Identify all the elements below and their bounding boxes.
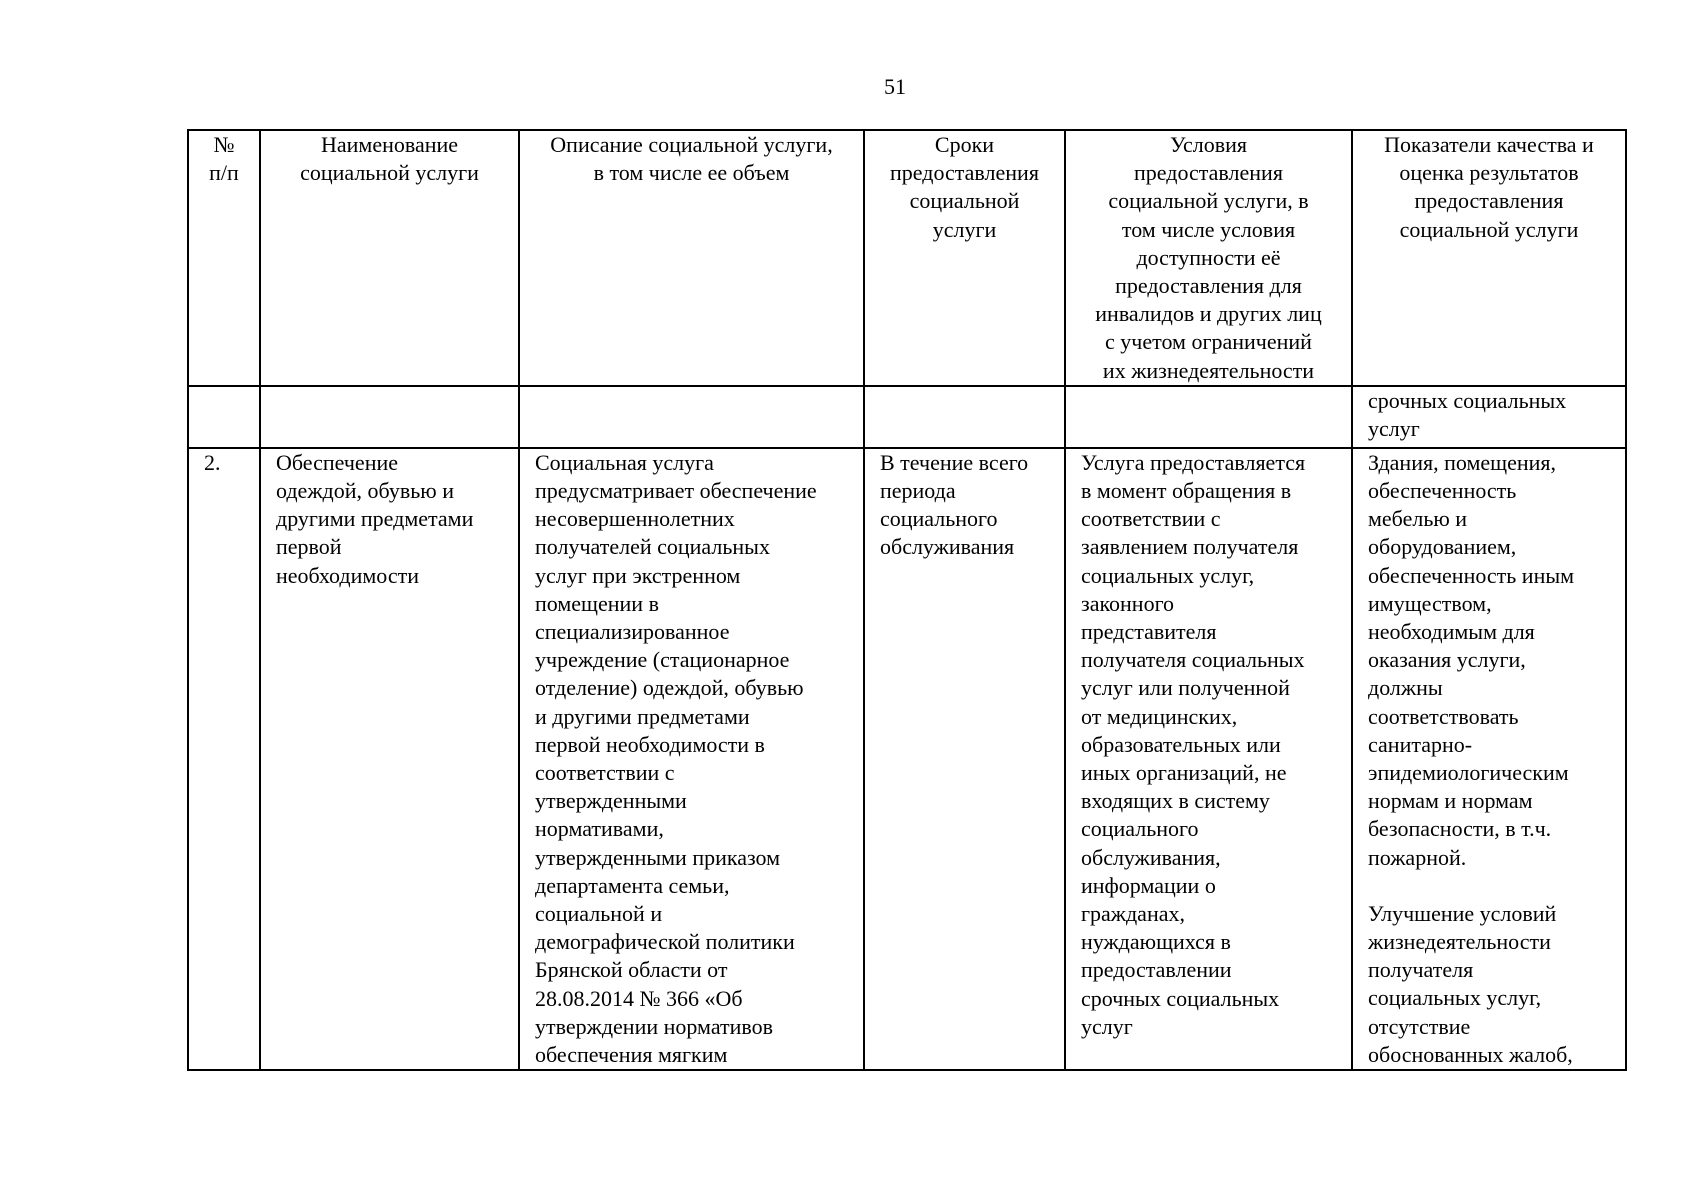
text-line: п/п [209,160,239,186]
text-line: санитарно- [1368,731,1473,757]
header-num [188,130,260,386]
text-line: первой [276,534,342,560]
text-line: и другими предметами [535,703,750,729]
text-line: доступности её [1136,244,1281,270]
text-line: предусматривает обеспечение [535,478,817,504]
text-line: с учетом ограничений [1105,329,1312,355]
text-line: соответствии с [1081,506,1221,532]
text-line: обслуживания [880,534,1015,560]
text-line: получателя [1368,957,1474,983]
text-line: срочных социальных [1368,387,1567,413]
text-line: услуг [1368,416,1420,442]
text-line: необходимым для [1368,619,1535,645]
text-line: отсутствие [1368,1013,1471,1039]
text-line: услуг при экстренном [535,562,741,588]
text-line: услуг [1081,1013,1133,1039]
text-line: Брянской области от [535,957,728,983]
text-line: несовершеннолетних [535,506,735,532]
text-line: периода [880,478,956,504]
text-line: от медицинских, [1081,703,1238,729]
row2-quality-part1 [1368,449,1613,872]
text-line: социальной услуги, в [1108,188,1309,214]
text-line: пожарной. [1368,844,1467,870]
cont-description-cell [519,386,864,448]
row2-num: 2. [204,449,221,475]
text-line: Услуга предоставляется [1081,449,1306,475]
paragraph-gap [1368,872,1613,900]
text-line: их жизнедеятельности [1102,357,1315,383]
text-line: предоставления для [1115,273,1302,299]
text-line: социальной и [535,901,663,927]
text-line: образовательных или [1081,731,1281,757]
text-line: информации о [1081,872,1216,898]
text-line: социальной услуги [300,160,479,186]
text-line: обеспеченность [1368,478,1517,504]
text-line: должны [1368,675,1443,701]
text-line: социальной услуги [1399,216,1579,242]
text-line: нормативами, [535,816,664,842]
text-line: услуг или полученной [1081,675,1290,701]
header-description [519,130,864,386]
text-line: предоставления [890,160,1039,186]
row2-quality-cell [1352,448,1626,1070]
text-line: другими предметами [276,506,474,532]
text-line: Описание социальной услуги, [550,132,833,157]
table-row-continuation [188,386,1626,448]
text-line: мебелью и [1368,506,1468,532]
text-line: департамента семьи, [535,872,730,898]
text-line: эпидемиологическим [1368,760,1569,786]
text-line: Здания, помещения, [1368,449,1557,475]
cont-quality-cell [1352,386,1626,448]
text-line: нормам и нормам [1368,788,1533,814]
header-conditions [1065,130,1352,386]
text-line: в момент обращения в [1081,478,1292,504]
text-line: законного [1081,590,1175,616]
text-line: первой необходимости в [535,731,765,757]
row2-conditions-cell [1065,448,1352,1070]
text-line: оказания услуги, [1368,647,1526,673]
text-line: демографической политики [535,929,795,955]
text-line: Социальная услуга [535,449,714,475]
text-line: представителя [1081,619,1217,645]
text-line: безопасности, в т.ч. [1368,816,1552,842]
text-line: нуждающихся в [1081,929,1231,955]
text-line: соответствии с [535,760,675,786]
text-line: получателей социальных [535,534,770,560]
row2-quality-part2 [1368,900,1613,1069]
text-line: 28.08.2014 № 366 «Об [535,985,743,1011]
page-number: 51 [884,74,906,99]
row2-name-cell [260,448,519,1070]
header-name [260,130,519,386]
text-line: Показатели качества и [1384,132,1594,157]
text-line: В течение всего [880,449,1029,475]
text-line: учреждение (стационарное [535,647,790,673]
text-line: обеспечения мягким [535,1042,728,1068]
text-line: заявлением получателя [1081,534,1299,560]
text-line: социальных услуг, [1368,985,1542,1011]
text-line: утвержденными [535,788,687,814]
cont-num-cell [188,386,260,448]
cont-name-cell [260,386,519,448]
text-line: гражданах, [1081,901,1185,927]
text-line: обслуживания, [1081,844,1221,870]
text-line: специализированное [535,619,730,645]
text-line: услуги [932,216,997,242]
text-line: том числе условия [1121,216,1296,242]
cont-terms-cell [864,386,1065,448]
text-line: № [213,132,235,157]
text-line: оборудованием, [1368,534,1517,560]
text-line: необходимости [276,562,420,588]
text-line: Улучшение условий [1368,900,1557,926]
text-line: Обеспечение [276,449,398,475]
text-line: Наименование [320,132,459,157]
text-line: имуществом, [1368,590,1492,616]
text-line: отделение) одеждой, обувью [535,675,804,701]
services-table [187,129,1627,1071]
text-line: в том числе ее объем [593,160,790,186]
text-line: социального [880,506,998,532]
text-line: обеспеченность иным [1368,562,1575,588]
text-line: оценка результатов [1399,160,1579,186]
text-line: инвалидов и других лиц [1095,301,1322,327]
table-header-row [188,130,1626,386]
row2-description-cell [519,448,864,1070]
text-line: входящих в систему [1081,788,1270,814]
text-line: жизнедеятельности [1368,929,1551,955]
text-line: социальной [909,188,1020,214]
table-row-2 [188,448,1626,1070]
text-line: предоставлении [1081,957,1232,983]
text-line: Условия [1170,132,1247,157]
header-quality [1352,130,1626,386]
text-line: соответствовать [1368,703,1519,729]
row2-num-cell [188,448,260,1070]
text-line: получателя социальных [1081,647,1305,673]
text-line: предоставления [1134,160,1283,186]
text-line: утверждении нормативов [535,1013,774,1039]
text-line: обоснованных жалоб, [1368,1041,1573,1067]
text-line: одеждой, обувью и [276,478,454,504]
header-terms [864,130,1065,386]
cont-conditions-cell [1065,386,1352,448]
text-line: помещении в [535,590,659,616]
text-line: иных организаций, не [1081,760,1287,786]
text-line: социального [1081,816,1199,842]
row2-terms-cell [864,448,1065,1070]
text-line: предоставления [1414,188,1564,214]
text-line: утвержденными приказом [535,844,781,870]
text-line: социальных услуг, [1081,562,1255,588]
text-line: срочных социальных [1081,985,1280,1011]
text-line: Сроки [934,132,995,157]
